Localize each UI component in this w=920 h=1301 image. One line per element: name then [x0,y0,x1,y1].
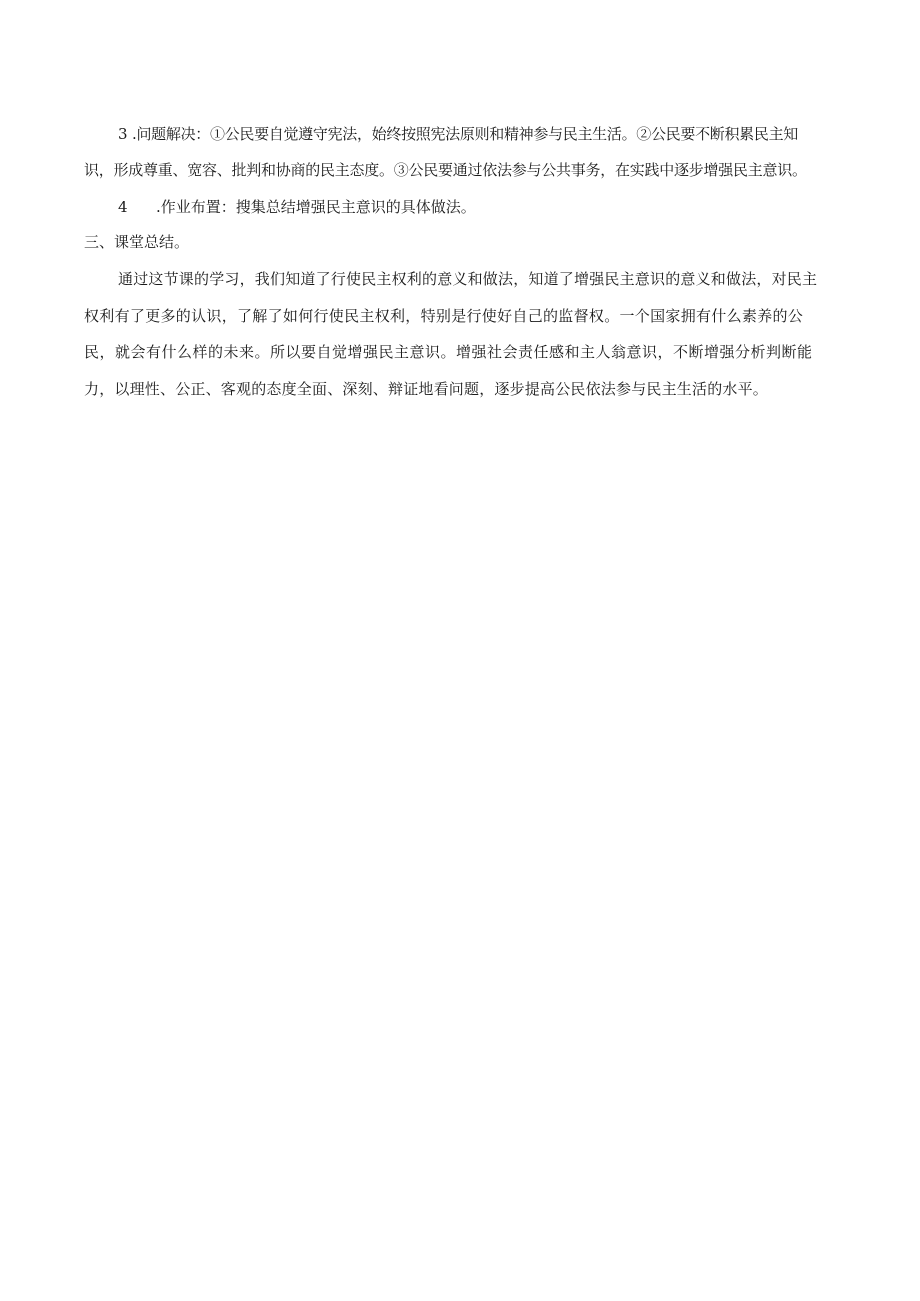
item-3-line-2 [84,160,807,180]
section-heading-text: 三、课堂总结。 [84,233,190,251]
summary-line-2 [84,306,803,326]
summary-text-1: 通过这节课的学习，我们知道了行使民主权利的意义和做法，知道了增强民主意识的意义和做法，对民主 [118,270,818,288]
summary-text-4: 力，以理性、公正、客观的态度全面、深刻、辩证地看问题，逐步提高公民依法参与民主生活的水平。 [84,380,769,398]
item-4-number: 4 [118,198,128,216]
item-4-line [118,197,476,217]
item-3-text-2: 识，形成尊重、宽容、批判和协商的民主态度。③公民要通过依法参与公共事务，在实践中逐步增强民主意识。 [84,161,807,179]
item-3-number: 3 [118,125,128,143]
summary-line-3 [84,342,813,362]
item-3-line-1 [118,124,798,144]
item-4-text: .作业布置：搜集总结增强民主意识的具体做法。 [156,198,476,216]
summary-text-2: 权利有了更多的认识，了解了如何行使民主权利，特别是行使好自己的监督权。一个国家拥有什么素养的公 [84,307,804,325]
section-heading [84,232,189,252]
summary-text-3: 民，就会有什么样的未来。所以要自觉增强民主意识。增强社会责任感和主人翁意识，不断增强分析判断能 [84,343,813,361]
summary-line-4 [84,379,768,399]
item-3-text-1: .问题解决：①公民要自觉遵守宪法，始终按照宪法原则和精神参与民主生活。②公民要不断积累民主知 [132,125,798,143]
summary-line-1 [118,269,817,289]
